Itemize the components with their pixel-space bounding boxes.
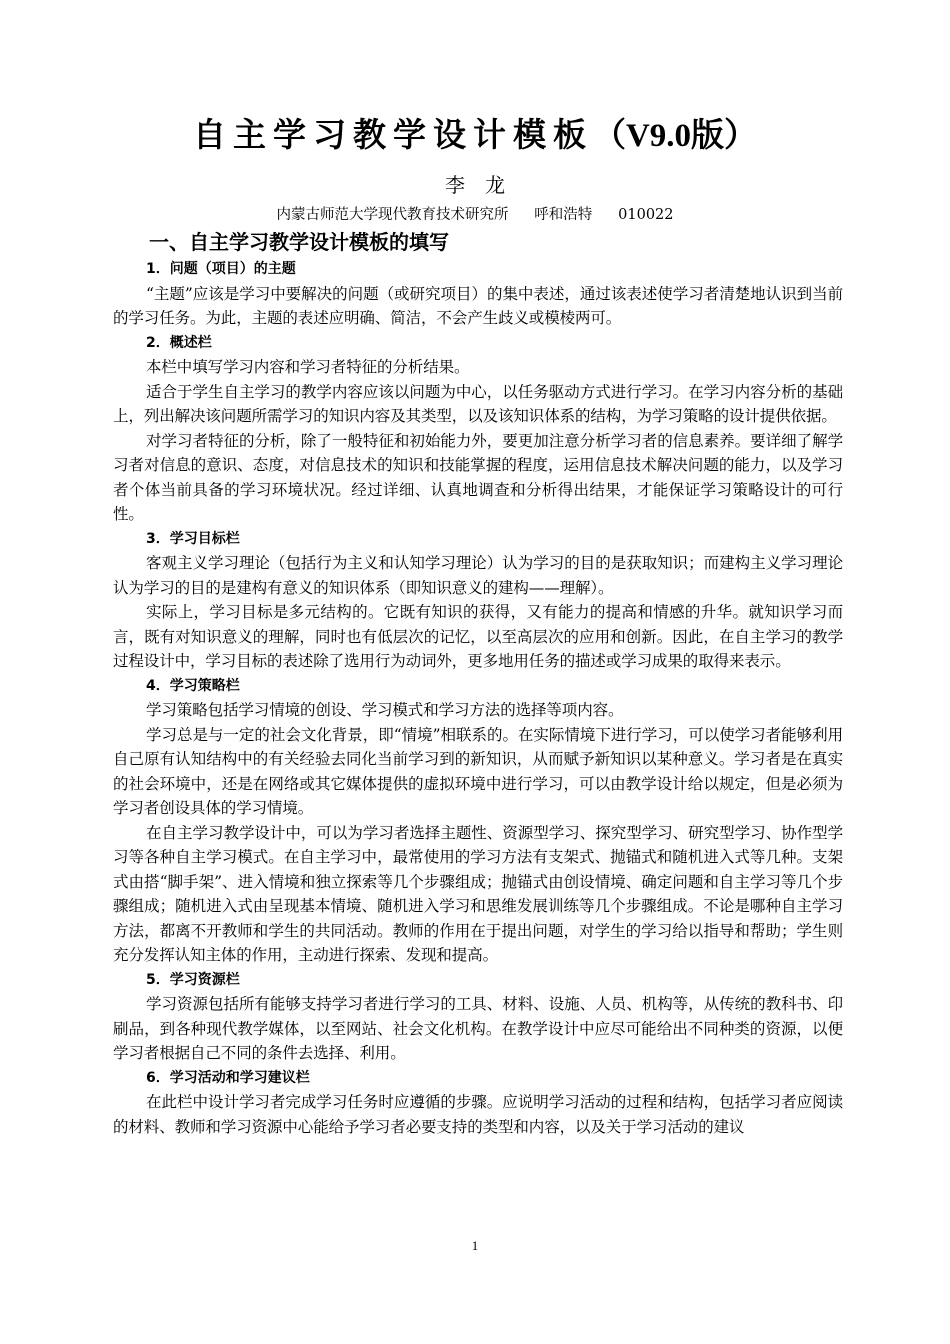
paragraph: 对学习者特征的分析，除了一般特征和初始能力外，要更加注意分析学习者的信息素养。要详细了解学习者对信息的意识、态度，对信息技术的知识和技能掌握的程度，运用信息技术解决问题的能力，以及学习者个体当前具备的学习环境状况。经过详细、认真地调查和分析得出结果，才能保证学习策略设计的可行性。 — [113, 431, 843, 523]
paragraph: 学习总是与一定的社会文化背景，即“情境”相联系的。在实际情境下进行学习，可以使学习者能够利用自己原有认知结构中的有关经验去同化当前学习到的新知识，从而赋予新知识以某种意义。学习者是在真实的社会环境中，还是在网络或其它媒体提供的虚拟环境中进行学习，可以由教学设计给以规定，但是必须为学习者创设具体的学习情境。 — [113, 725, 843, 817]
subsection-heading: 2．概述栏 — [146, 334, 212, 351]
paragraph: 学习策略包括学习情境的创设、学习模式和学习方法的选择等项内容。 — [146, 701, 624, 719]
document-body — [113, 228, 843, 1139]
paragraph: “主题”应该是学习中要解决的问题（或研究项目）的集中表述，通过该表述使学习者清楚地认识到当前的学习任务。为此，主题的表述应明确、简洁，不会产生歧义或模棱两可。 — [113, 284, 843, 327]
author-affiliation: 内蒙古师范大学现代教育技术研究所 呼和浩特 010022 — [276, 207, 674, 223]
paragraph: 实际上，学习目标是多元结构的。它既有知识的获得，又有能力的提高和情感的升华。就知识学习而言，既有对知识意义的理解，同时也有低层次的记忆，以至高层次的应用和创新。因此，在自主学习的教学过程设计中，学习目标的表述除了选用行为动词外，更多地用任务的描述或学习成果的取得来表示。 — [113, 603, 843, 670]
subsection-heading: 1．问题（项目）的主题 — [146, 261, 296, 277]
title-main: 自主学习教学设计模板 — [192, 115, 593, 154]
subsection-heading: 6．学习活动和学习建议栏 — [146, 1069, 310, 1086]
subsection-heading: 5．学习资源栏 — [146, 971, 240, 988]
subsection-heading: 3．学习目标栏 — [146, 530, 240, 547]
document-title — [0, 113, 950, 158]
paragraph: 在自主学习教学设计中，可以为学习者选择主题性、资源型学习、探究型学习、研究型学习、协作型学习等各种自主学习模式。在自主学习中，最常使用的学习方法有支架式、抛锚式和随机进入式等几种。支架式由搭“脚手架”、进入情境和独立探索等几个步骤组成；抛锚式由创设情境、确定问题和自主学习等几个步骤组成；随机进入式由呈现基本情境、随机进入学习和思维发展训练等几个步骤组成。不论是哪种自主学习方法，都离不开教师和学生的共同活动。教师的作用在于提出问题，对学生的学习给以指导和帮助；学生则充分发挥认知主体的作用，主动进行探索、发现和提高。 — [113, 823, 843, 964]
paragraph: 学习资源包括所有能够支持学习者进行学习的工具、材料、设施、人员、机构等，从传统的教科书、印刷品，到各种现代教学媒体，以至网站、社会文化机构。在教学设计中应尽可能给出不同种类的资源，以便学习者根据自己不同的条件去选择、利用。 — [113, 995, 843, 1062]
author-name: 李龙 — [445, 173, 525, 197]
page-number: 1 — [471, 1238, 479, 1253]
paragraph: 本栏中填写学习内容和学习者特征的分析结果。 — [146, 358, 470, 376]
paragraph: 适合于学生自主学习的教学内容应该以问题为中心，以任务驱动方式进行学习。在学习内容分析的基础上，列出解决该问题所需学习的知识内容及其类型，以及该知识体系的结构，为学习策略的设计提供依据。 — [113, 382, 843, 425]
paragraph: 在此栏中设计学习者完成学习任务时应遵循的步骤。应说明学习活动的过程和结构，包括学习者应阅读的材料、教师和学习资源中心能给予学习者必要支持的类型和内容，以及关于学习活动的建议 — [113, 1093, 843, 1136]
subsection-heading: 4．学习策略栏 — [146, 677, 240, 694]
title-version: （V9.0版） — [592, 118, 758, 154]
section-heading: 一、自主学习教学设计模板的填写 — [149, 230, 449, 254]
paragraph: 客观主义学习理论（包括行为主义和认知学习理论）认为学习的目的是获取知识；而建构主义学习理论认为学习的目的是建构有意义的知识体系（即知识意义的建构——理解）。 — [113, 554, 843, 597]
